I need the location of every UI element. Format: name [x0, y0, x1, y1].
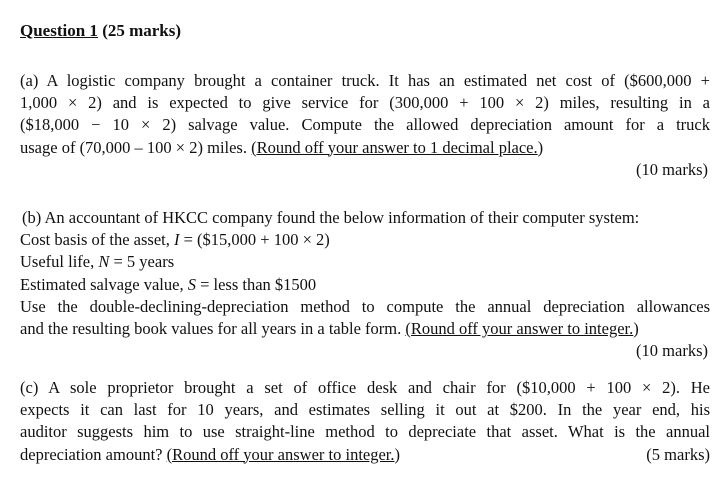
- part-c-line-1: (c) A sole proprietor brought a set of office desk and chair for ($10,000 + 100 × 2). He: [20, 378, 710, 397]
- part-c-line-3: auditor suggests him to use straight-line method to depreciate that asset. What is the annual: [20, 422, 710, 442]
- part-b-line-6: and the resulting book values for all years in a table form. (Round off your answer to integer.): [20, 319, 639, 339]
- part-a-line-4: usage of (70,000 – 100 × 2) miles. (Round off your answer to 1 decimal place.): [20, 137, 544, 157]
- part-b-marks: (10 marks): [636, 341, 708, 361]
- part-a-line-1: (a) A logistic company brought a container truck. It has an estimated net cost of ($600,000 +: [20, 71, 710, 90]
- part-b: [20, 207, 710, 362]
- part-c-marks: (5 marks): [646, 444, 710, 464]
- part-a-line-2: 1,000 × 2) and is expected to give service for (300,000 + 100 × 2) miles, resulting in a: [20, 93, 710, 113]
- part-b-line-5: Use the double-declining-depreciation method to compute the annual depreciation allowances: [20, 296, 710, 316]
- part-b-rounding-instruction: (Round off your answer to integer.: [405, 319, 634, 339]
- part-b-cost-basis: Cost basis of the asset, I = ($15,000 + 100 × 2): [20, 230, 330, 250]
- part-a-line-3: ($18,000 − 10 × 2) salvage value. Compute the allowed depreciation amount for a truck: [20, 115, 710, 135]
- part-a-rounding-instruction: (Round off your answer to 1 decimal place.: [251, 137, 538, 157]
- part-c-line-4: depreciation amount? (Round off your answer to integer.) (5 marks): [20, 444, 710, 466]
- part-a-line-4-text: usage of (70,000 – 100 × 2) miles.: [20, 137, 247, 157]
- part-a-marks: (10 marks): [636, 159, 708, 179]
- question-number: Question 1: [20, 21, 98, 40]
- part-b-salvage-value: Estimated salvage value, S = less than $1500: [20, 274, 317, 294]
- part-a: [20, 70, 710, 181]
- part-c: [20, 377, 710, 466]
- question-title: [20, 20, 181, 42]
- part-b-useful-life: Useful life, N = 5 years: [20, 252, 175, 272]
- part-b-line-1: (b) An accountant of HKCC company found the below information of their computer system:: [22, 208, 640, 227]
- part-c-rounding-instruction: (Round off your answer to integer.: [166, 444, 395, 464]
- question-total-marks: (25 marks): [102, 21, 182, 40]
- part-c-line-4-text: depreciation amount?: [20, 444, 167, 464]
- part-c-line-2: expects it can last for 10 years, and estimates selling it out at $200. In the year end, his: [20, 400, 710, 420]
